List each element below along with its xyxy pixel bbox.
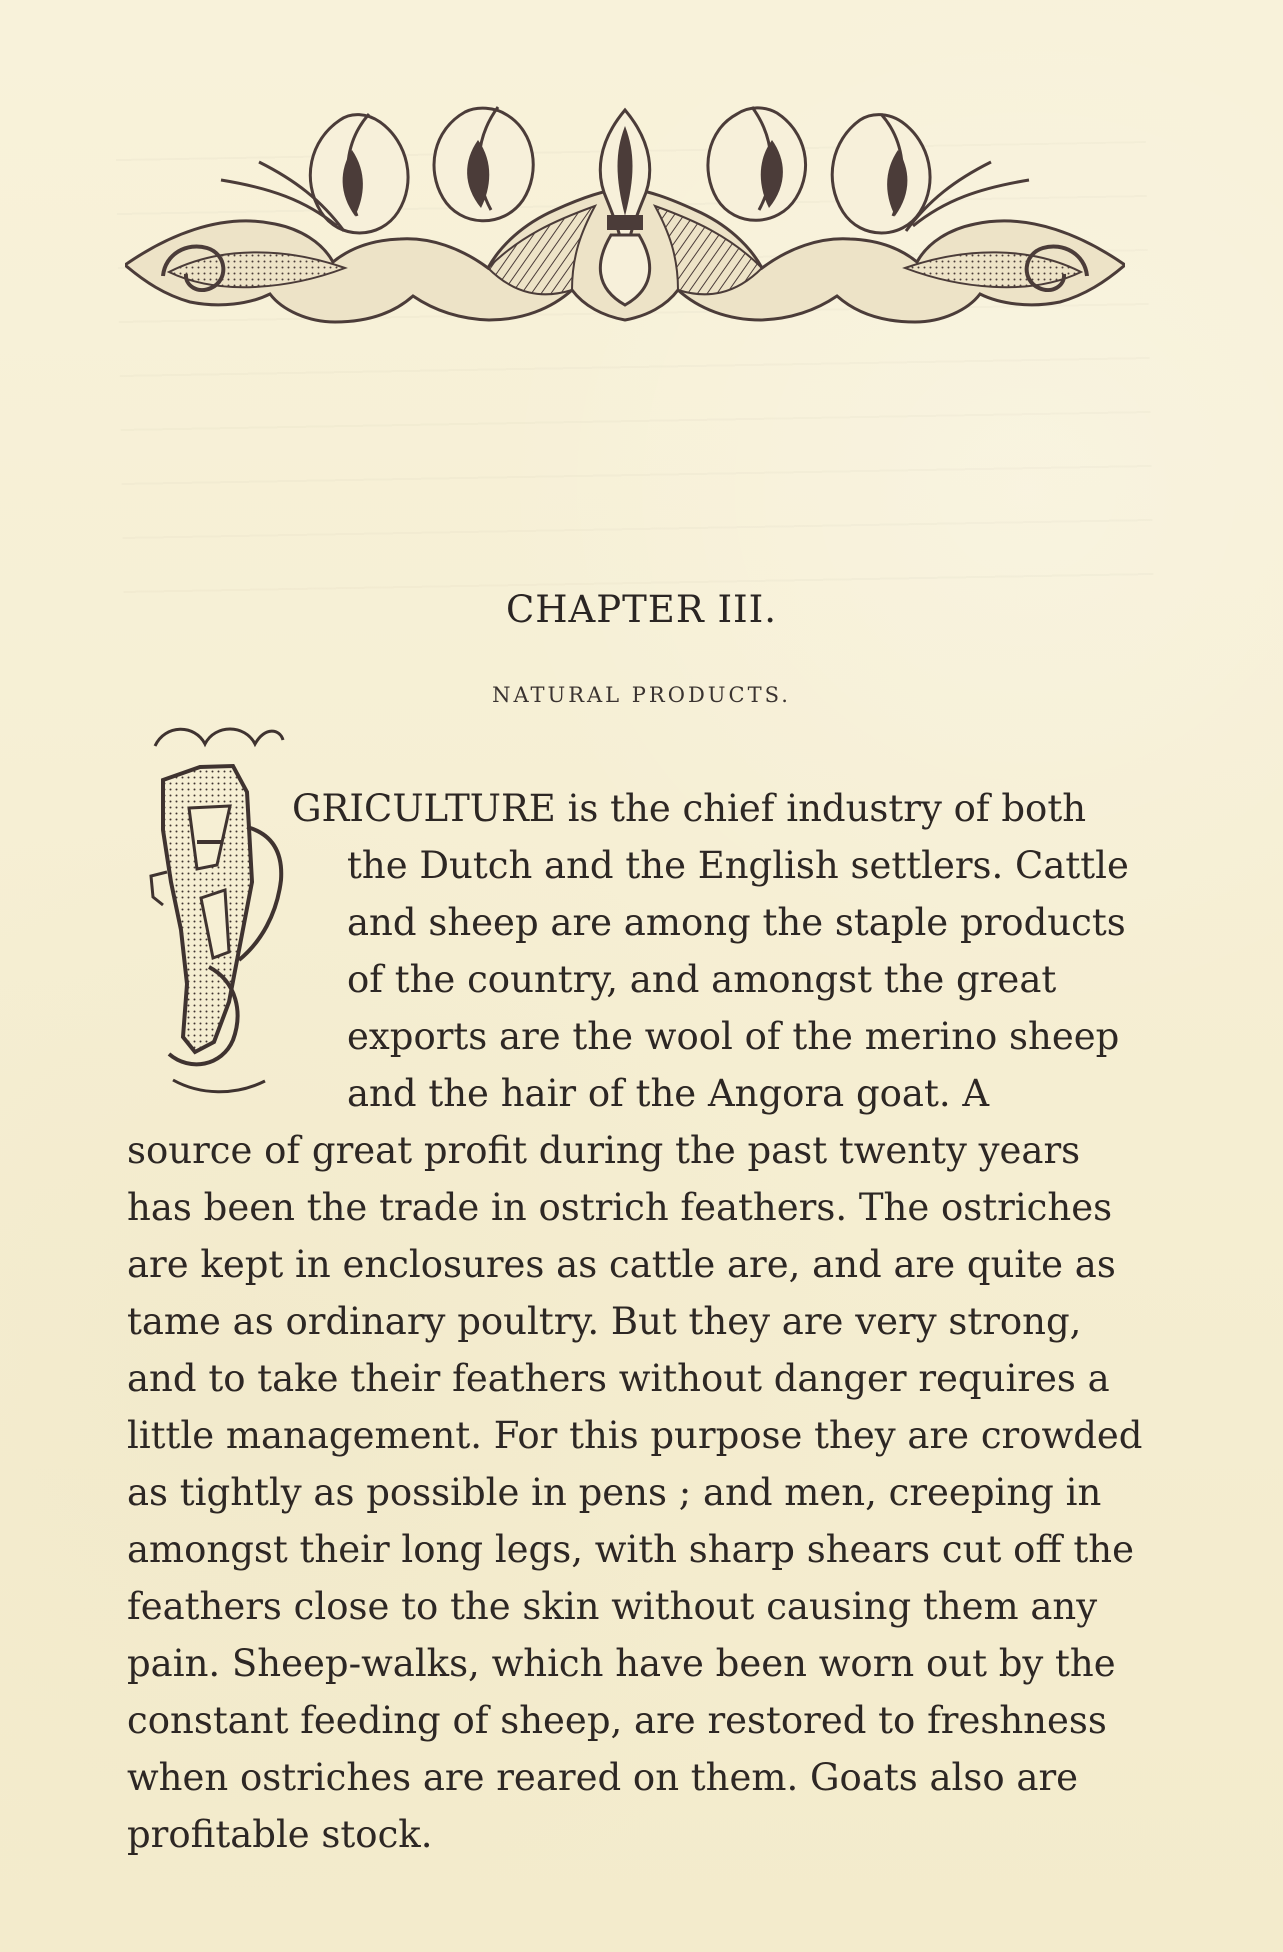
paragraph-line: source of great profit during the past twenty years	[127, 1129, 1081, 1172]
paragraph-line: when ostriches are reared on them. Goats also are	[127, 1756, 1079, 1799]
chapter-title: CHAPTER III.	[505, 588, 778, 631]
illuminated-letter-a-icon	[145, 722, 293, 1107]
paragraph-line: has been the trade in ostrich feathers. The ostriches	[127, 1186, 1113, 1229]
paragraph-line: the Dutch and the English settlers. Cattle	[347, 844, 1129, 887]
paragraph-line: and sheep are among the staple products	[347, 901, 1126, 944]
paragraph-line: tame as ordinary poultry. But they are very strong,	[127, 1300, 1082, 1343]
paragraph-line: feathers close to the skin without causing them any	[127, 1585, 1098, 1628]
paragraph-line: profitable stock.	[127, 1813, 433, 1856]
paragraph-line: are kept in enclosures as cattle are, and are quite as	[127, 1243, 1116, 1286]
paragraph-line: pain. Sheep-walks, which have been worn out by the	[127, 1642, 1116, 1685]
paragraph-line: exports are the wool of the merino sheep	[347, 1015, 1120, 1058]
paragraph-line: constant feeding of sheep, are restored to freshness	[127, 1699, 1107, 1742]
paragraph-line: and the hair of the Angora goat. A	[347, 1072, 990, 1115]
floral-header-ornament-icon	[125, 92, 1125, 324]
paragraph-line: amongst their long legs, with sharp shears cut off the	[127, 1528, 1135, 1571]
paragraph-line: little management. For this purpose they are crowded	[127, 1414, 1143, 1457]
chapter-subtitle: NATURAL PRODUCTS.	[492, 683, 791, 707]
paragraph-line: GRICULTURE is the chief industry of both	[292, 787, 1087, 830]
paragraph-line: as tightly as possible in pens ; and men, creeping in	[127, 1471, 1102, 1514]
paragraph-line: of the country, and amongst the great	[347, 958, 1057, 1001]
paragraph-line: and to take their feathers without danger requires a	[127, 1357, 1110, 1400]
